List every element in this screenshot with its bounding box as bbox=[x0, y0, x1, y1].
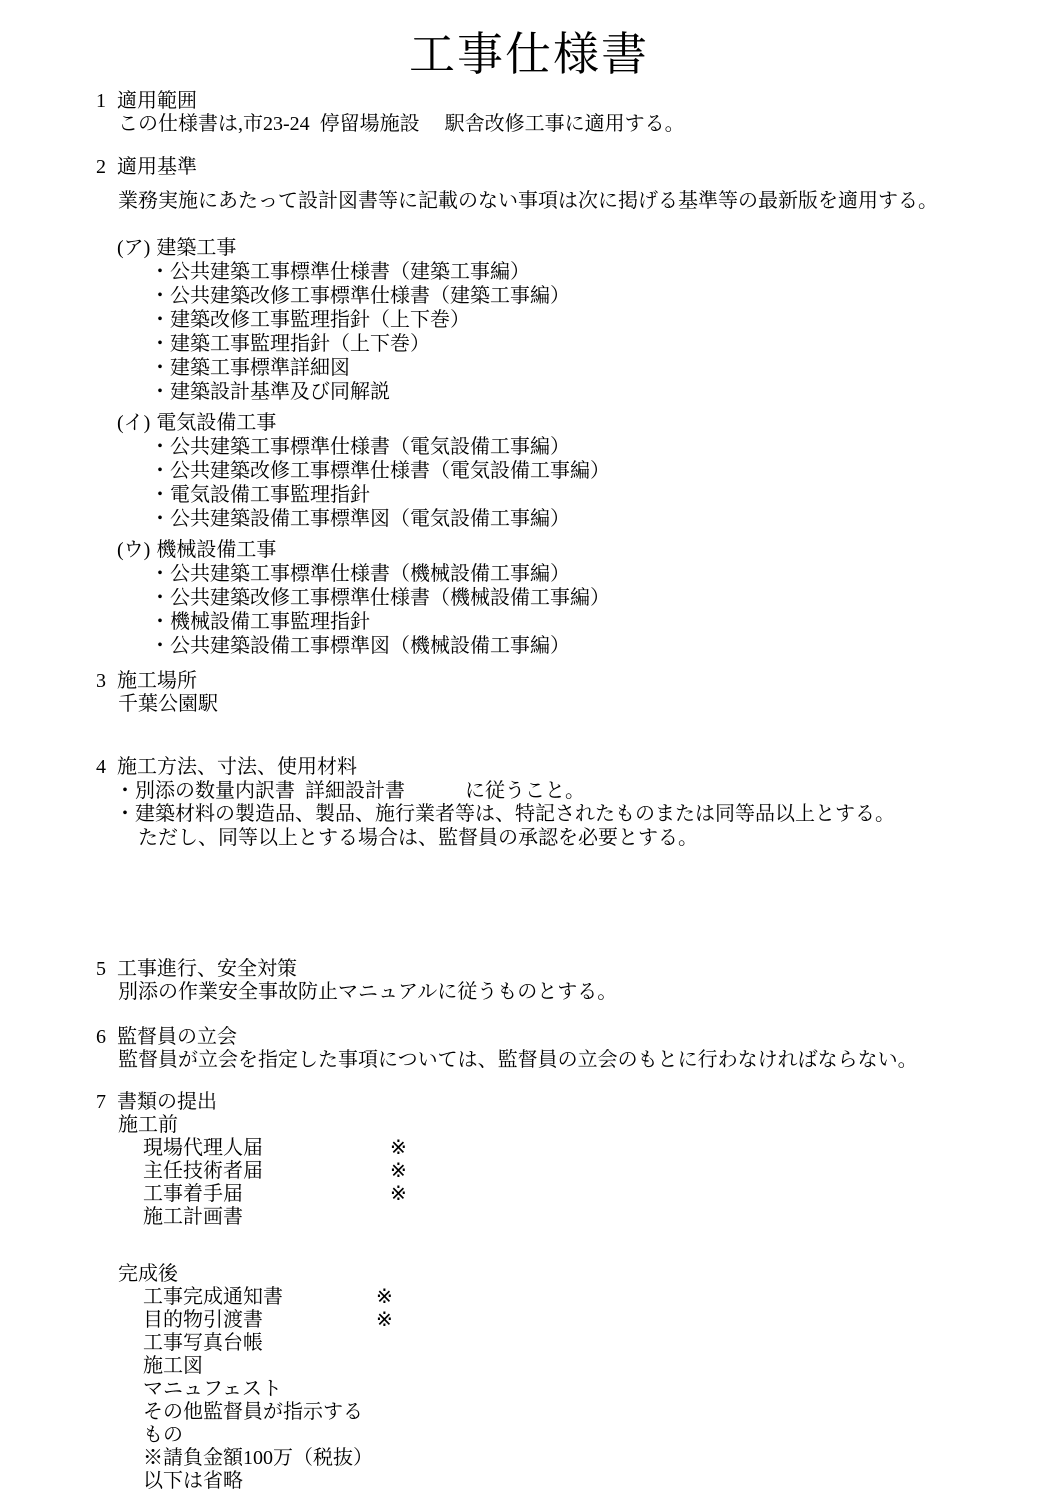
bullet-icon: ・ bbox=[150, 436, 170, 458]
bullet-icon: ・ bbox=[115, 779, 135, 802]
section-6-heading: 監督員の立会 bbox=[117, 1026, 237, 1048]
group-a-title: 建築工事 bbox=[156, 237, 237, 259]
bullet-icon: ・ bbox=[150, 309, 170, 331]
document-name: その他監督員が指示するもの bbox=[143, 1401, 363, 1446]
document-name: 工事完成通知書 bbox=[143, 1286, 283, 1308]
document-name: 工事着手届 bbox=[143, 1183, 243, 1205]
section-1-heading: 適用範囲 bbox=[117, 90, 197, 112]
bullet-icon: ・ bbox=[150, 563, 170, 585]
group-c-title-line bbox=[0, 538, 1058, 562]
bullet-icon: ・ bbox=[150, 333, 170, 355]
bullet-icon: ・ bbox=[115, 803, 135, 825]
spec-item bbox=[0, 356, 1058, 380]
reference-mark: ※ bbox=[390, 1183, 407, 1205]
document-row bbox=[0, 1286, 1058, 1309]
section-2-heading: 適用基準 bbox=[117, 156, 197, 178]
reference-mark: ※ bbox=[376, 1309, 393, 1331]
section-2-intro: 業務実施にあたって設計図書等に記載のない事項は次に掲げる基準等の最新版を適用する。 bbox=[118, 190, 938, 212]
document-row bbox=[0, 1137, 1058, 1160]
standards-group-architecture bbox=[0, 236, 1058, 404]
method-item bbox=[0, 803, 1058, 827]
spec-item-text: 公共建築工事標準仕様書（建築工事編） bbox=[170, 261, 530, 283]
group-a-label: (ア) bbox=[117, 237, 151, 259]
spec-item bbox=[0, 380, 1058, 404]
spec-item-text: 公共建築改修工事標準仕様書（機械設備工事編） bbox=[170, 587, 610, 609]
reference-mark: ※ bbox=[376, 1286, 393, 1308]
section-1-scope bbox=[0, 90, 1058, 136]
section-6-body: 監督員が立会を指定した事項については、監督員の立会のもとに行わなければならない。 bbox=[118, 1049, 918, 1071]
section-4-heading-line bbox=[0, 756, 1058, 780]
document-row bbox=[0, 1378, 1058, 1401]
section-2-heading-block bbox=[0, 156, 1058, 179]
bullet-icon: ・ bbox=[150, 587, 170, 609]
section-7-number: 7 bbox=[96, 1091, 106, 1113]
spec-item bbox=[0, 507, 1058, 531]
spec-item bbox=[0, 586, 1058, 610]
bullet-icon: ・ bbox=[150, 484, 170, 506]
document-row bbox=[0, 1309, 1058, 1332]
section-1-heading-line bbox=[0, 90, 1058, 113]
spec-item bbox=[0, 562, 1058, 586]
phase-after-label: 完成後 bbox=[118, 1263, 178, 1285]
section-5-body: 別添の作業安全事故防止マニュアルに従うものとする。 bbox=[118, 981, 618, 1003]
section-5-heading-line bbox=[0, 958, 1058, 981]
spec-item bbox=[0, 610, 1058, 634]
group-c-label: (ウ) bbox=[117, 539, 151, 561]
spec-item-text: 建築設計基準及び同解説 bbox=[170, 381, 390, 403]
spec-item bbox=[0, 308, 1058, 332]
document-name: マニュフェスト bbox=[143, 1378, 282, 1400]
section-6-heading-line bbox=[0, 1026, 1058, 1049]
spec-item bbox=[0, 483, 1058, 507]
bullet-icon: ・ bbox=[150, 381, 170, 403]
section-3-heading-line bbox=[0, 670, 1058, 693]
spec-item-text: 建築工事監理指針（上下巻） bbox=[170, 333, 430, 355]
spec-item-text: 公共建築工事標準仕様書（電気設備工事編） bbox=[170, 436, 570, 458]
section-7-heading: 書類の提出 bbox=[117, 1091, 217, 1113]
document-name: ※請負金額100万（税抜）以下は省略 bbox=[143, 1447, 373, 1492]
section-6-supervisor bbox=[0, 1026, 1058, 1072]
section-7-documents bbox=[0, 1091, 1058, 1229]
standards-group-mechanical bbox=[0, 538, 1058, 658]
bullet-icon: ・ bbox=[150, 635, 170, 657]
document-row bbox=[0, 1401, 1058, 1447]
section-1-body: この仕様書は,市23-24 停留場施設 駅舎改修工事に適用する。 bbox=[118, 113, 685, 135]
method-item-text: 建築材料の製造品、製品、施行業者等は、特記されたものまたは同等品以上とする。 bbox=[135, 803, 895, 825]
document-title: 工事仕様書 bbox=[409, 29, 649, 80]
section-2-number: 2 bbox=[96, 156, 106, 178]
bullet-icon: ・ bbox=[150, 460, 170, 482]
reference-mark: ※ bbox=[390, 1137, 407, 1159]
spec-item-text: 建築改修工事監理指針（上下巻） bbox=[170, 309, 470, 331]
section-4-heading: 施工方法、寸法、使用材料 bbox=[117, 756, 357, 778]
document-name: 施工計画書 bbox=[143, 1206, 243, 1228]
section-3-number: 3 bbox=[96, 670, 106, 692]
group-b-title-line bbox=[0, 411, 1058, 435]
section-5-number: 5 bbox=[96, 958, 106, 980]
group-a-title-line bbox=[0, 236, 1058, 260]
document-row bbox=[0, 1206, 1058, 1229]
section-4-number: 4 bbox=[96, 756, 106, 778]
bullet-icon: ・ bbox=[150, 611, 170, 633]
group-b-label: (イ) bbox=[117, 412, 151, 434]
spec-item-text: 公共建築改修工事標準仕様書（電気設備工事編） bbox=[170, 460, 610, 482]
bullet-icon: ・ bbox=[150, 508, 170, 530]
bullet-icon: ・ bbox=[150, 357, 170, 379]
phase-before-label: 施工前 bbox=[118, 1114, 178, 1136]
spec-item-text: 機械設備工事監理指針 bbox=[170, 611, 370, 633]
document-name: 目的物引渡書 bbox=[143, 1309, 263, 1331]
document-row bbox=[0, 1332, 1058, 1355]
standards-group-electrical bbox=[0, 411, 1058, 531]
spec-item-text: 電気設備工事監理指針 bbox=[170, 484, 370, 506]
section-2-heading-line bbox=[0, 156, 1058, 179]
group-b-title: 電気設備工事 bbox=[156, 412, 277, 434]
spec-item bbox=[0, 634, 1058, 658]
spec-item bbox=[0, 435, 1058, 459]
spec-item bbox=[0, 332, 1058, 356]
method-item-text: 別添の数量内訳書 詳細設計書 に従うこと。 bbox=[135, 779, 585, 802]
document-row bbox=[0, 1183, 1058, 1206]
spec-item-text: 公共建築改修工事標準仕様書（建築工事編） bbox=[170, 285, 570, 307]
section-3-body: 千葉公園駅 bbox=[118, 693, 218, 715]
section-3-heading: 施工場所 bbox=[117, 670, 197, 692]
spec-item bbox=[0, 284, 1058, 308]
section-6-number: 6 bbox=[96, 1026, 106, 1048]
bullet-icon: ・ bbox=[150, 285, 170, 307]
method-item-continuation: ただし、同等以上とする場合は、監督員の承認を必要とする。 bbox=[138, 826, 698, 849]
section-4-methods bbox=[0, 756, 1058, 850]
document-name: 施工図 bbox=[143, 1355, 203, 1377]
section-7-after-completion bbox=[0, 1263, 1058, 1493]
section-1-number: 1 bbox=[96, 90, 106, 112]
spec-item-text: 公共建築工事標準仕様書（機械設備工事編） bbox=[170, 563, 570, 585]
method-item bbox=[0, 780, 1058, 804]
document-name: 工事写真台帳 bbox=[143, 1332, 263, 1354]
document-row bbox=[0, 1160, 1058, 1183]
section-5-safety bbox=[0, 958, 1058, 1004]
spec-item-text: 公共建築設備工事標準図（電気設備工事編） bbox=[170, 508, 570, 530]
section-5-heading: 工事進行、安全対策 bbox=[117, 958, 297, 980]
document-row bbox=[0, 1355, 1058, 1378]
spec-item bbox=[0, 459, 1058, 483]
bullet-icon: ・ bbox=[150, 261, 170, 283]
group-c-title: 機械設備工事 bbox=[156, 539, 277, 561]
document-name: 主任技術者届 bbox=[143, 1160, 263, 1182]
reference-mark: ※ bbox=[390, 1160, 407, 1182]
spec-item-text: 公共建築設備工事標準図（機械設備工事編） bbox=[170, 635, 570, 657]
spec-item bbox=[0, 260, 1058, 284]
document-row bbox=[0, 1447, 1058, 1493]
section-3-location bbox=[0, 670, 1058, 716]
section-2-intro-block bbox=[0, 190, 1058, 213]
section-7-heading-line bbox=[0, 1091, 1058, 1114]
document-name: 現場代理人届 bbox=[143, 1137, 263, 1159]
spec-item-text: 建築工事標準詳細図 bbox=[170, 357, 350, 379]
